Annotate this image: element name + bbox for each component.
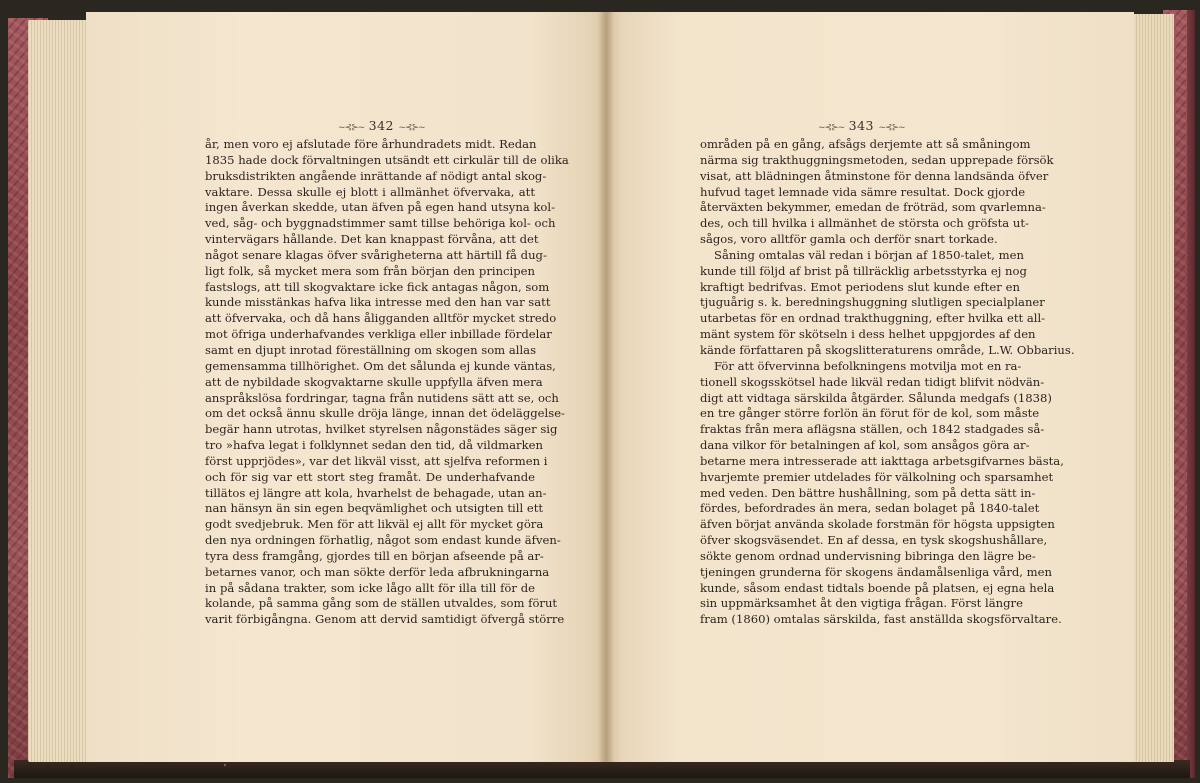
text-line: kände författaren på skogslitteraturens område, L.W. Obbarius. [700, 342, 1075, 357]
text-line: områden på en gång, afsågs derjemte att så småningom [700, 137, 1031, 151]
left-page-stack [28, 20, 94, 762]
text-line: den nya ordningen förhatlig, något som endast kunde äfven- [205, 533, 561, 548]
left-folio-number: 342 [368, 118, 395, 133]
text-line: vaktare. Dessa skulle ej blott i allmänhet öfvervaka, att [205, 184, 535, 199]
text-line: nan hänsyn än sin egen beqvämlighet och utsigten till ett [205, 501, 544, 516]
text-line: digt att vidtaga särskilda åtgärder. Sålunda medgafs (1838) [700, 390, 1052, 405]
text-line: år, men voro ej afslutade före århundradets midt. Redan [205, 137, 537, 151]
left-page-body-text [205, 137, 569, 628]
text-line: dana vilkor för betalningen af kol, som ansågos göra ar- [700, 438, 1030, 453]
text-line: kraftigt bedrifvas. Emot periodens slut kunde efter en [700, 279, 1020, 294]
text-line: en tre gånger större forlön än förut för de kol, som måste [700, 406, 1040, 421]
right-page-number [818, 118, 905, 133]
text-line: sågos, voro alltför gamla och derför snart torkade. [700, 232, 998, 247]
text-line: fastslogs, att till skogvaktare icke fick antagas någon, som [205, 279, 550, 294]
text-line: fördes, befordrades än mera, sedan bolaget på 1840-talet [700, 501, 1040, 516]
text-line: tro »hafva legat i folklynnet sedan den tid, då vildmarken [205, 438, 543, 453]
folio-ornament-icon: ~⊰⊱~ [878, 123, 905, 133]
text-line: des, och till hvilka i allmänhet de största och gröfsta ut- [700, 216, 1029, 231]
text-line: tjeningen grunderna för skogens ändamålsenliga vård, men [700, 564, 1052, 579]
text-line: 1835 hade dock förvaltningen utsändt ett cirkulär till de olika [205, 152, 569, 167]
text-line: ved, såg- och byggnadstimmer samt tillse behöriga kol- och [205, 216, 556, 231]
text-line: mot öfriga underhafvandes verkliga eller inbillade fördelar [205, 327, 552, 342]
text-line: samt en djupt inrotad föreställning om skogen som allas [205, 342, 537, 357]
folio-ornament-icon: ~⊰⊱~ [818, 123, 845, 133]
book-gutter [598, 12, 614, 762]
text-line: tjuguårig s. k. beredningshuggning slutligen specialplaner [700, 295, 1045, 310]
text-line: att öfvervaka, och då hans åligganden alltför mycket stredo [205, 311, 557, 326]
right-page-stack [1128, 14, 1174, 762]
text-line: om det också ännu skulle dröja länge, innan det ödeläggelse- [205, 406, 565, 421]
text-line: tillätos ej längre att kola, hvarhelst de behagade, utan an- [205, 485, 547, 500]
text-line: hufvud taget lemnade vida sämre resultat. Dock gjorde [700, 184, 1026, 199]
text-line: återväxten bekymmer, emedan de fröträd, som qvarlemna- [700, 200, 1046, 215]
text-line: anspråkslösa fordringar, tagna från nutidens sätt att se, och [205, 390, 559, 405]
text-line: gemensamma tillhörighet. Om det sålunda ej kunde väntas, [205, 358, 556, 373]
text-line: ligt folk, så mycket mera som från början den principen [205, 263, 535, 278]
text-line: Såning omtalas väl redan i början af 1850-talet, men [714, 247, 1024, 262]
text-line: med veden. Den bättre hushållning, som på detta sätt in- [700, 485, 1036, 500]
text-line: kunde, såsom endast tidtals boende på platsen, ej egna hela [700, 580, 1055, 595]
text-line: visat, att blädningen åtminstone för denna landsända öfver [700, 168, 1049, 183]
text-line: och för sig var ett stort steg framåt. De underhafvande [205, 469, 535, 484]
text-line: fraktas från mera aflägsna ställen, och 1842 stadgades så- [700, 422, 1045, 437]
text-line: sin uppmärksamhet åt den vigtiga frågan. Först längre [700, 596, 1023, 611]
right-page-body-text [700, 137, 1075, 628]
folio-ornament-icon: ~⊰⊱~ [338, 123, 365, 133]
text-line: tionell skogsskötsel hade likväl redan tidigt blifvit nödvän- [700, 374, 1045, 389]
paper-speck [224, 764, 226, 766]
text-line: in på sådana trakter, som icke lågo allt för illa till för de [205, 580, 535, 595]
text-line: tyra dess framgång, gjordes till en början afseende på ar- [205, 548, 544, 563]
text-line: bruksdistrikten angående inrättande af nödigt antal skog- [205, 168, 547, 183]
text-line: närma sig trakthuggningsmetoden, sedan upprepade försök [700, 152, 1054, 167]
text-line: utarbetas för en ordnad trakthuggning, efter hvilka ett all- [700, 311, 1046, 326]
text-line: något senare klagas öfver svårigheterna att härtill få dug- [205, 247, 547, 262]
text-line: fram (1860) omtalas särskilda, fast anställda skogsförvaltare. [700, 612, 1062, 627]
text-line: först upprjödes», var det likväl visst, att sjelfva reformen i [205, 453, 548, 468]
left-page-number [338, 118, 425, 133]
text-line: äfven börjat använda skolade forstmän för högsta uppsigten [700, 517, 1055, 532]
text-line: sökte genom ordnad undervisning bibringa den lägre be- [700, 548, 1036, 563]
text-line: öfver skogsväsendet. En af dessa, en tysk skogshushållare, [700, 533, 1048, 548]
right-folio-number: 343 [848, 118, 875, 133]
text-line: kunde till följd af brist på tillräcklig arbetsstyrka ej nog [700, 263, 1027, 278]
text-line: betarnes vanor, och man sökte derför leda afbrukningarna [205, 564, 550, 579]
text-line: kolande, på samma gång som de ställen utvaldes, som förut [205, 596, 558, 611]
text-line: För att öfvervinna befolkningens motvilja mot en ra- [714, 358, 1022, 373]
bottom-binding-edge [14, 760, 1190, 778]
text-line: godt svedjebruk. Men för att likväl ej allt för mycket göra [205, 517, 544, 532]
text-line: ingen åverkan skedde, utan äfven på egen hand utsyna kol- [205, 200, 556, 215]
text-line: att de nybildade skogvaktarne skulle uppfylla äfven mera [205, 374, 543, 389]
text-line: varit förbigångna. Genom att dervid samtidigt öfvergå större [205, 612, 565, 627]
text-line: vintervägars hållande. Det kan knappast förvåna, att det [205, 232, 539, 247]
text-line: kunde misstänkas hafva lika intresse med den han var satt [205, 295, 551, 310]
text-line: begär hann utrotas, hvilket styrelsen någonstädes säger sig [205, 422, 558, 437]
text-line: betarne mera intresserade att iakttaga arbetsgifvarnes bästa, [700, 453, 1064, 468]
folio-ornament-icon: ~⊰⊱~ [398, 123, 425, 133]
text-line: mänt system för skötseln i dess helhet uppgjordes af den [700, 327, 1036, 342]
text-line: hvarjemte premier utdelades för välkolning och sparsamhet [700, 469, 1054, 484]
